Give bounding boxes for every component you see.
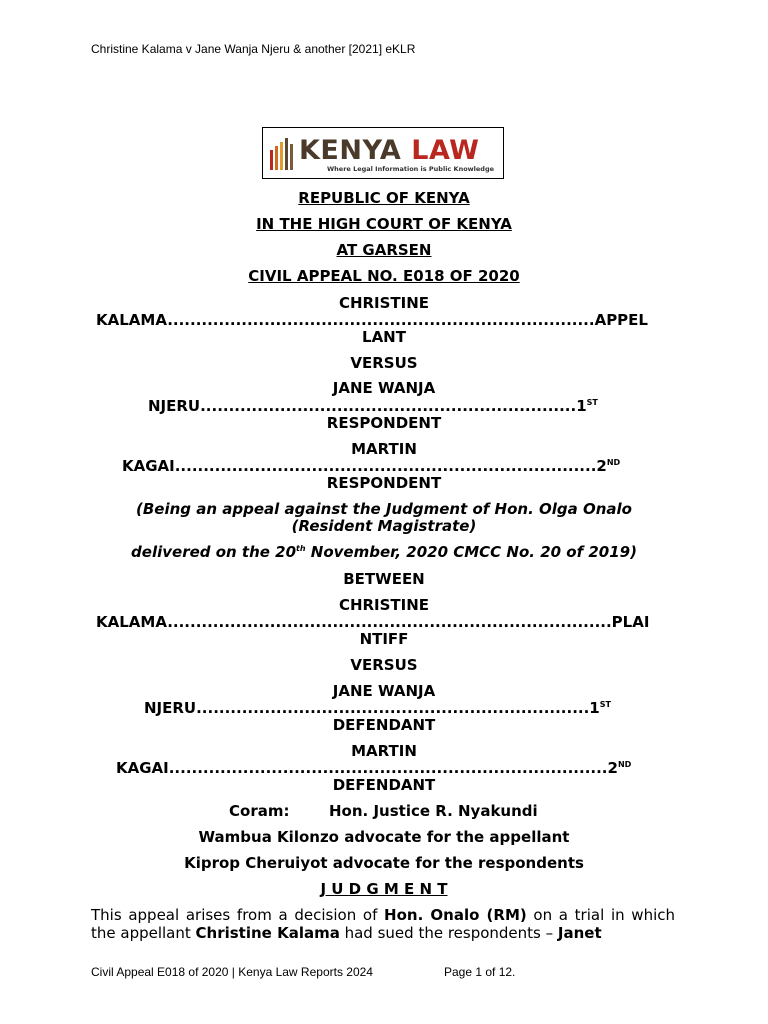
defendant-1-first-name: JANE WANJA	[332, 682, 436, 700]
appellant-first-name: CHRISTINE	[338, 294, 430, 312]
kenya-law-logo-icon	[269, 136, 297, 170]
defendant-2-role: DEFENDANT	[332, 776, 436, 794]
respondent-2-role: RESPONDENT	[326, 474, 442, 492]
respondent-1-first-name: JANE WANJA	[332, 379, 436, 397]
respondent-2-line: KAGAI..........................................................................2ND	[122, 457, 621, 475]
respondent-1-line: NJERU..................................................................1ST	[148, 397, 598, 415]
appeal-note-line-2: (Resident Magistrate)	[291, 517, 477, 535]
footer-report-citation: Civil Appeal E018 of 2020 | Kenya Law Reports 2024	[91, 965, 373, 979]
coram-label: Coram:	[229, 802, 290, 820]
advocate-for-appellant: Wambua Kilonzo advocate for the appellant	[198, 828, 570, 846]
footer-page-number: Page 1 of 12.	[444, 965, 516, 979]
judgment-paragraph-1: This appeal arises from a decision of Hon. Onalo (RM) on a trial in which the appellant Christine Kalama had sued the respondents – Janet	[91, 906, 675, 942]
plaintiff-role: NTIFF	[359, 630, 409, 648]
between-label: BETWEEN	[343, 570, 425, 588]
appellant-role: LANT	[362, 328, 406, 346]
advocate-for-respondents: Kiprop Cheruiyot advocate for the respondents	[184, 854, 584, 872]
defendant-2-first-name: MARTIN	[351, 742, 417, 760]
court-location-heading: AT GARSEN	[336, 241, 432, 259]
logo-wordmark: KENYA LAW	[299, 135, 480, 166]
defendant-1-role: DEFENDANT	[332, 716, 436, 734]
judgment-heading: J U D G M E N T	[320, 880, 448, 898]
respondent-1-role: RESPONDENT	[326, 414, 442, 432]
republic-heading: REPUBLIC OF KENYA	[298, 189, 470, 207]
versus-label: VERSUS	[350, 354, 418, 372]
appeal-note-line-1: (Being an appeal against the Judgment of Hon. Olga Onalo	[136, 500, 632, 518]
defendant-1-line: NJERU.....................................................................1ST	[144, 699, 611, 717]
case-number-heading: CIVIL APPEAL NO. E018 OF 2020	[248, 267, 520, 285]
appellant-line: KALAMA...........................................................................APPEL	[96, 311, 648, 329]
defendant-2-line: KAGAI.............................................................................2ND	[116, 759, 632, 777]
plaintiff-line: KALAMA..............................................................................PLAI	[96, 613, 650, 631]
respondent-2-first-name: MARTIN	[351, 440, 417, 458]
kenya-law-logo	[262, 127, 504, 179]
coram-judge: Hon. Justice R. Nyakundi	[329, 802, 538, 820]
logo-tagline: Where Legal Information is Public Knowledge	[327, 165, 495, 173]
trial-versus-label: VERSUS	[350, 656, 418, 674]
court-name-heading: IN THE HIGH COURT OF KENYA	[256, 215, 512, 233]
plaintiff-first-name: CHRISTINE	[338, 596, 430, 614]
page-header-citation: Christine Kalama v Jane Wanja Njeru & another [2021] eKLR	[91, 42, 416, 56]
appeal-note-line-3: delivered on the 20th November, 2020 CMCC No. 20 of 2019)	[131, 543, 637, 561]
